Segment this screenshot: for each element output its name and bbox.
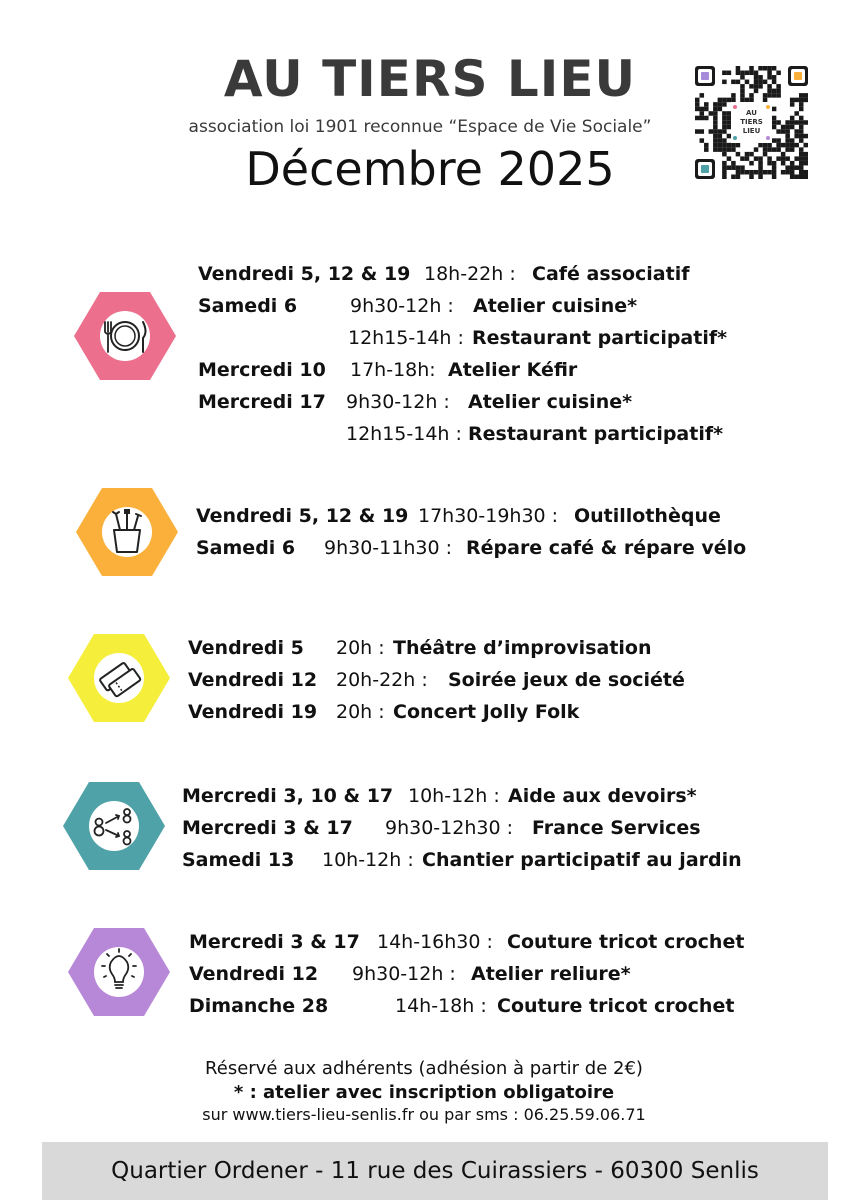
qr-module — [776, 84, 781, 89]
qr-module — [722, 152, 727, 157]
qr-logo-line-1: AU — [746, 109, 757, 117]
qr-module — [772, 107, 777, 112]
qr-module — [754, 147, 759, 152]
qr-module — [767, 161, 772, 166]
section-crafts-badge — [62, 922, 176, 1022]
qr-module — [731, 143, 736, 148]
qr-module — [722, 116, 727, 121]
qr-module — [772, 120, 777, 125]
association-subtitle: association loi 1901 reconnue “Espace de Vie Sociale” — [188, 117, 652, 137]
qr-module — [790, 102, 795, 107]
qr-module — [763, 93, 768, 98]
qr-module — [745, 71, 750, 76]
qr-module — [727, 71, 732, 76]
qr-module — [736, 71, 741, 76]
qr-module — [749, 161, 754, 166]
qr-module — [758, 174, 763, 179]
qr-module — [722, 170, 727, 175]
qr-module — [794, 165, 799, 170]
qr-module — [700, 93, 705, 98]
qr-module — [727, 120, 732, 125]
qr-module — [722, 125, 727, 130]
qr-module — [740, 93, 745, 98]
qr-module — [772, 125, 777, 130]
qr-module — [772, 138, 777, 143]
section-culture: Vendredi 5 20h : Théâtre d’improvisation Vendredi 12 20h-22h : Soirée jeux de société Vendredi 19 20h : Concert Jolly Folk — [0, 626, 848, 736]
qr-module — [749, 174, 754, 179]
qr-module — [695, 98, 700, 103]
membership-note: Réservé aux adhérents (adhésion à partir de 2€) — [205, 1058, 643, 1079]
qr-module — [695, 116, 700, 121]
qr-module — [704, 107, 709, 112]
tickets-icon — [62, 628, 176, 728]
qr-module — [776, 129, 781, 134]
qr-module — [799, 134, 804, 139]
tools-bucket-icon — [70, 482, 184, 582]
qr-module — [740, 71, 745, 76]
qr-module — [776, 89, 781, 94]
qr-module — [776, 93, 781, 98]
qr-module — [772, 93, 777, 98]
qr-module — [704, 143, 709, 148]
qr-module — [740, 84, 745, 89]
qr-module — [745, 80, 750, 85]
qr-module — [785, 134, 790, 139]
qr-module — [740, 98, 745, 103]
qr-module — [718, 147, 723, 152]
qr-module — [785, 143, 790, 148]
qr-module — [763, 80, 768, 85]
qr-module — [790, 147, 795, 152]
qr-module — [790, 98, 795, 103]
qr-module — [781, 152, 786, 157]
qr-module — [727, 134, 732, 139]
qr-module — [722, 71, 727, 76]
qr-module — [736, 143, 741, 148]
qr-module — [695, 107, 700, 112]
qr-module — [749, 84, 754, 89]
qr-module — [790, 125, 795, 130]
qr-module — [736, 174, 741, 179]
qr-module — [736, 80, 741, 85]
qr-module — [767, 84, 772, 89]
plate-cutlery-icon — [68, 286, 182, 386]
qr-module — [758, 80, 763, 85]
header — [0, 0, 848, 220]
qr-module — [704, 147, 709, 152]
qr-module — [700, 111, 705, 116]
qr-module — [767, 66, 772, 71]
qr-module — [758, 156, 763, 161]
qr-module — [713, 116, 718, 121]
address-text: Quartier Ordener - 11 rue des Cuirassiers - 60300 Senlis — [111, 1158, 759, 1184]
qr-module — [722, 143, 727, 148]
qr-module — [754, 156, 759, 161]
qr-module — [704, 116, 709, 121]
qr-center-logo — [731, 102, 772, 143]
qr-code[interactable] — [693, 64, 810, 181]
qr-module — [745, 170, 750, 175]
qr-module — [749, 152, 754, 157]
qr-module — [776, 156, 781, 161]
qr-module — [731, 93, 736, 98]
qr-module — [758, 75, 763, 80]
qr-module — [772, 80, 777, 85]
qr-module — [700, 129, 705, 134]
qr-module — [776, 71, 781, 76]
qr-module — [799, 129, 804, 134]
qr-module — [763, 143, 768, 148]
qr-module — [799, 125, 804, 130]
qr-module — [727, 125, 732, 130]
contact-info: sur www.tiers-lieu-senlis.fr ou par sms : 06.25.59.06.71 — [202, 1105, 646, 1124]
qr-module — [740, 75, 745, 80]
qr-logo-line-2: TIERS — [740, 118, 763, 126]
qr-module — [713, 102, 718, 107]
qr-module — [731, 147, 736, 152]
qr-module — [718, 107, 723, 112]
qr-module — [803, 98, 808, 103]
qr-module — [722, 98, 727, 103]
qr-module — [803, 134, 808, 139]
qr-module — [709, 129, 714, 134]
page-title: AU TIERS LIEU — [223, 50, 637, 108]
qr-module — [785, 170, 790, 175]
qr-module — [790, 138, 795, 143]
qr-module — [790, 161, 795, 166]
section-food-badge — [68, 286, 182, 386]
qr-module — [740, 89, 745, 94]
qr-finder-top-left — [695, 66, 715, 86]
qr-module — [790, 143, 795, 148]
qr-module — [749, 93, 754, 98]
section-services-badge — [57, 776, 171, 876]
qr-module — [722, 161, 727, 166]
qr-module — [794, 156, 799, 161]
qr-module — [722, 147, 727, 152]
qr-module — [772, 147, 777, 152]
people-network-icon — [57, 776, 171, 876]
qr-module — [727, 116, 732, 121]
qr-module — [794, 174, 799, 179]
qr-module — [799, 170, 804, 175]
qr-module — [803, 170, 808, 175]
qr-module — [781, 129, 786, 134]
qr-module — [700, 116, 705, 121]
qr-module — [754, 170, 759, 175]
month-heading: Décembre 2025 — [245, 142, 615, 196]
qr-module — [767, 170, 772, 175]
qr-module — [772, 89, 777, 94]
qr-module — [722, 111, 727, 116]
qr-module — [785, 129, 790, 134]
section-repair-badge — [70, 482, 184, 582]
qr-module — [767, 143, 772, 148]
qr-module — [754, 75, 759, 80]
qr-module — [731, 98, 736, 103]
qr-module — [754, 89, 759, 94]
qr-module — [767, 147, 772, 152]
qr-module — [736, 165, 741, 170]
qr-module — [736, 152, 741, 157]
qr-module — [718, 143, 723, 148]
qr-module — [713, 120, 718, 125]
qr-module — [727, 147, 732, 152]
qr-module — [731, 165, 736, 170]
qr-module — [727, 156, 732, 161]
qr-module — [785, 125, 790, 130]
qr-module — [713, 143, 718, 148]
qr-module — [767, 71, 772, 76]
qr-module — [794, 98, 799, 103]
qr-module — [754, 84, 759, 89]
qr-module — [763, 152, 768, 157]
qr-module — [736, 66, 741, 71]
qr-module — [758, 165, 763, 170]
qr-module — [745, 98, 750, 103]
qr-module — [763, 98, 768, 103]
qr-module — [790, 170, 795, 175]
qr-module — [781, 143, 786, 148]
qr-module — [704, 102, 709, 107]
qr-module — [700, 107, 705, 112]
section-repair: Vendredi 5, 12 & 19 17h30-19h30 : Outillothèque Samedi 6 9h30-11h30 : Répare café & répare vélo — [0, 480, 848, 590]
section-culture-badge — [62, 628, 176, 728]
qr-module — [790, 174, 795, 179]
lightbulb-icon — [62, 922, 176, 1022]
qr-module — [803, 93, 808, 98]
qr-module — [790, 165, 795, 170]
qr-module — [803, 174, 808, 179]
qr-module — [758, 84, 763, 89]
qr-module — [722, 120, 727, 125]
qr-module — [781, 170, 786, 175]
qr-module — [803, 156, 808, 161]
qr-module — [803, 161, 808, 166]
qr-module — [713, 134, 718, 139]
qr-module — [781, 161, 786, 166]
qr-module — [745, 152, 750, 157]
qr-module — [718, 102, 723, 107]
qr-module — [727, 111, 732, 116]
qr-module — [749, 98, 754, 103]
qr-module — [695, 102, 700, 107]
qr-module — [767, 75, 772, 80]
qr-module — [763, 66, 768, 71]
section-crafts: Mercredi 3 & 17 14h-16h30 : Couture tricot crochet Vendredi 12 9h30-12h : Atelier reliure* Dimanche 28 14h-18h : Couture tricot crochet — [0, 918, 848, 1028]
qr-module — [799, 107, 804, 112]
qr-module — [772, 174, 777, 179]
qr-module — [772, 170, 777, 175]
qr-module — [718, 98, 723, 103]
qr-module — [794, 143, 799, 148]
qr-module — [799, 174, 804, 179]
qr-module — [749, 170, 754, 175]
qr-module — [713, 129, 718, 134]
qr-module — [799, 152, 804, 157]
qr-module — [713, 107, 718, 112]
qr-module — [772, 66, 777, 71]
qr-module — [727, 98, 732, 103]
qr-module — [727, 165, 732, 170]
qr-module — [709, 111, 714, 116]
qr-module — [718, 129, 723, 134]
qr-module — [713, 147, 718, 152]
qr-module — [767, 89, 772, 94]
qr-module — [758, 143, 763, 148]
qr-module — [799, 98, 804, 103]
qr-module — [758, 66, 763, 71]
qr-module — [772, 75, 777, 80]
qr-module — [740, 165, 745, 170]
qr-module — [722, 138, 727, 143]
section-services: Mercredi 3, 10 & 17 10h-12h : Aide aux devoirs* Mercredi 3 & 17 9h30-12h30 : France Services Samedi 13 10h-12h : Chantier participatif au jardin — [0, 774, 848, 884]
qr-module — [700, 138, 705, 143]
qr-module — [767, 156, 772, 161]
qr-module — [794, 111, 799, 116]
qr-module — [749, 66, 754, 71]
qr-module — [776, 138, 781, 143]
qr-module — [781, 125, 786, 130]
qr-module — [794, 134, 799, 139]
qr-module — [713, 138, 718, 143]
qr-module — [727, 143, 732, 148]
section-food: Vendredi 5, 12 & 19 18h-22h : Café associatif Samedi 6 9h30-12h : Atelier cuisine* 12h15-14h : Restaurant participatif* Mercredi 10 17h-18h: Atelier Kéfir Mercredi 17 9h30-12h : Atelier cuisine* 12h15-14h : Restaurant participatif* — [0, 258, 848, 454]
qr-module — [799, 116, 804, 121]
qr-module — [799, 93, 804, 98]
qr-module — [776, 143, 781, 148]
qr-logo-line-3: LIEU — [742, 127, 761, 135]
qr-module — [799, 102, 804, 107]
qr-module — [736, 170, 741, 175]
qr-module — [758, 161, 763, 166]
qr-module — [799, 138, 804, 143]
registration-note: * : atelier avec inscription obligatoire — [233, 1082, 615, 1103]
qr-module — [740, 170, 745, 175]
qr-module — [785, 120, 790, 125]
qr-module — [785, 147, 790, 152]
qr-module — [803, 143, 808, 148]
qr-module — [794, 129, 799, 134]
qr-module — [794, 120, 799, 125]
qr-module — [785, 138, 790, 143]
qr-module — [767, 93, 772, 98]
qr-module — [763, 147, 768, 152]
address-bar — [42, 1142, 828, 1200]
qr-module — [722, 80, 727, 85]
qr-module — [722, 102, 727, 107]
qr-module — [785, 156, 790, 161]
qr-module — [745, 156, 750, 161]
qr-module — [799, 165, 804, 170]
qr-module — [772, 116, 777, 121]
qr-module — [776, 147, 781, 152]
qr-module — [790, 116, 795, 121]
qr-module — [781, 156, 786, 161]
qr-module — [722, 129, 727, 134]
qr-module — [799, 147, 804, 152]
qr-module — [754, 71, 759, 76]
qr-module — [713, 125, 718, 130]
qr-module — [740, 156, 745, 161]
qr-module — [718, 138, 723, 143]
qr-module — [718, 134, 723, 139]
qr-module — [763, 170, 768, 175]
qr-module — [713, 111, 718, 116]
qr-module — [799, 161, 804, 166]
qr-module — [799, 120, 804, 125]
qr-finder-bottom-left — [695, 159, 715, 179]
qr-finder-top-right — [788, 66, 808, 86]
qr-module — [803, 152, 808, 157]
qr-module — [790, 120, 795, 125]
qr-module — [785, 165, 790, 170]
qr-module — [772, 161, 777, 166]
qr-module — [722, 165, 727, 170]
qr-module — [695, 129, 700, 134]
qr-module — [758, 170, 763, 175]
qr-module — [772, 165, 777, 170]
qr-module — [799, 156, 804, 161]
qr-module — [803, 120, 808, 125]
qr-module — [722, 174, 727, 179]
qr-module — [776, 120, 781, 125]
qr-module — [731, 161, 736, 166]
qr-module — [749, 71, 754, 76]
qr-module — [731, 80, 736, 85]
qr-module — [731, 174, 736, 179]
qr-module — [754, 80, 759, 85]
